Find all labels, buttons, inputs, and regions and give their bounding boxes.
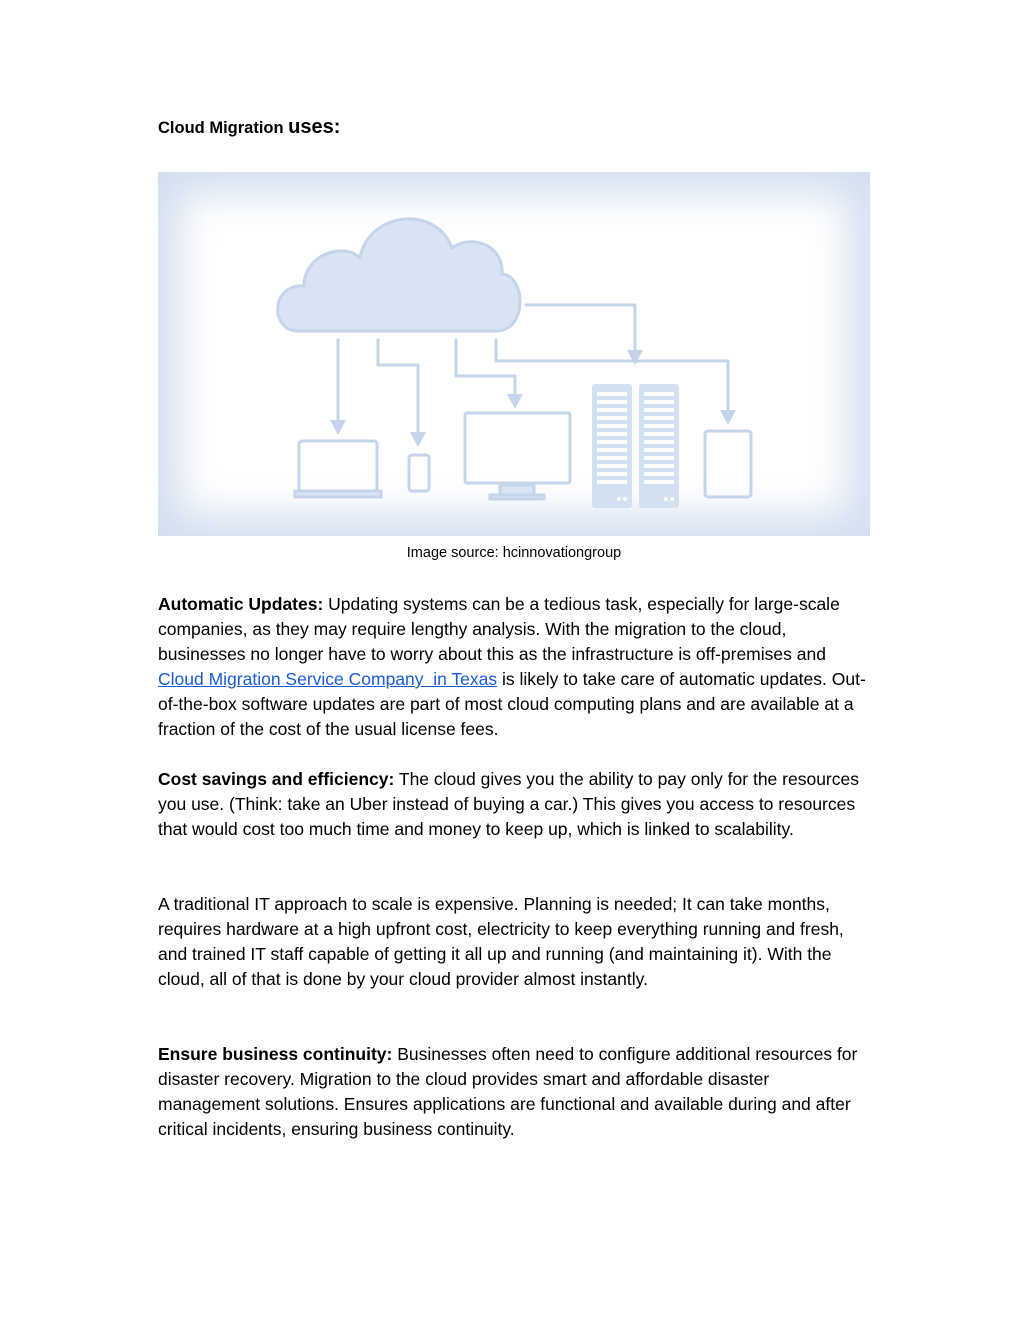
paragraph-lead: Automatic Updates: xyxy=(158,594,324,614)
paragraph-lead: Ensure business continuity: xyxy=(158,1044,393,1064)
laptop-icon xyxy=(299,441,377,491)
paragraph-text: is likely to take care of automatic updates. Out-of-the-box software updates are part of most cloud computing plans and are available at a fraction of the cost of the usual license fees. xyxy=(158,669,866,739)
paragraph-text: Businesses often need to configure additional resources for disaster recovery. Migration to the cloud provides smart and affordable disaster management solutions. Ensures applications are functional and available during and after critical incidents, ensuring business continuity. xyxy=(158,1044,858,1139)
section-heading xyxy=(158,116,340,139)
figure-caption: Image source: hcinnovationgroup xyxy=(406,545,622,561)
paragraph-cost-savings xyxy=(158,767,870,842)
monitor-icon xyxy=(465,413,570,483)
heading-text: Cloud Migration xyxy=(158,119,289,137)
tablet-icon xyxy=(705,431,751,497)
paragraph-text: A traditional IT approach to scale is expensive. Planning is needed; It can take months, requires hardware at a high upfront cost, electricity to keep everything running and fresh, and trained IT staff capable of getting it all up and running (and maintaining it). With the cloud, all of that is done by your cloud provider almost instantly. xyxy=(158,894,844,989)
phone-icon xyxy=(409,455,429,491)
cloud-illustration-figure xyxy=(158,172,870,536)
paragraph-traditional-it xyxy=(158,892,870,992)
cloud-migration-link[interactable]: Cloud Migration Service Company in Texas xyxy=(158,669,498,689)
paragraph-automatic-updates xyxy=(158,592,870,742)
heading-emphasis: uses: xyxy=(288,116,341,138)
paragraph-text: The cloud gives you the ability to pay only for the resources you use. (Think: take an Uber instead of buying a car.) This gives you access to resources that would cost too much time and money to keep up, which is linked to scalability. xyxy=(158,769,859,839)
cloud-icon xyxy=(278,219,520,331)
cloud-computing-illustration-icon xyxy=(158,172,870,536)
paragraph-lead: Cost savings and efficiency: xyxy=(158,769,395,789)
server-rack-icon xyxy=(592,384,679,508)
paragraph-text: Updating systems can be a tedious task, especially for large-scale companies, as they may require lengthy analysis. With the migration to the cloud, businesses no longer have to worry about this as the infrastructure is off-premises and xyxy=(158,594,840,664)
paragraph-business-continuity xyxy=(158,1042,870,1142)
